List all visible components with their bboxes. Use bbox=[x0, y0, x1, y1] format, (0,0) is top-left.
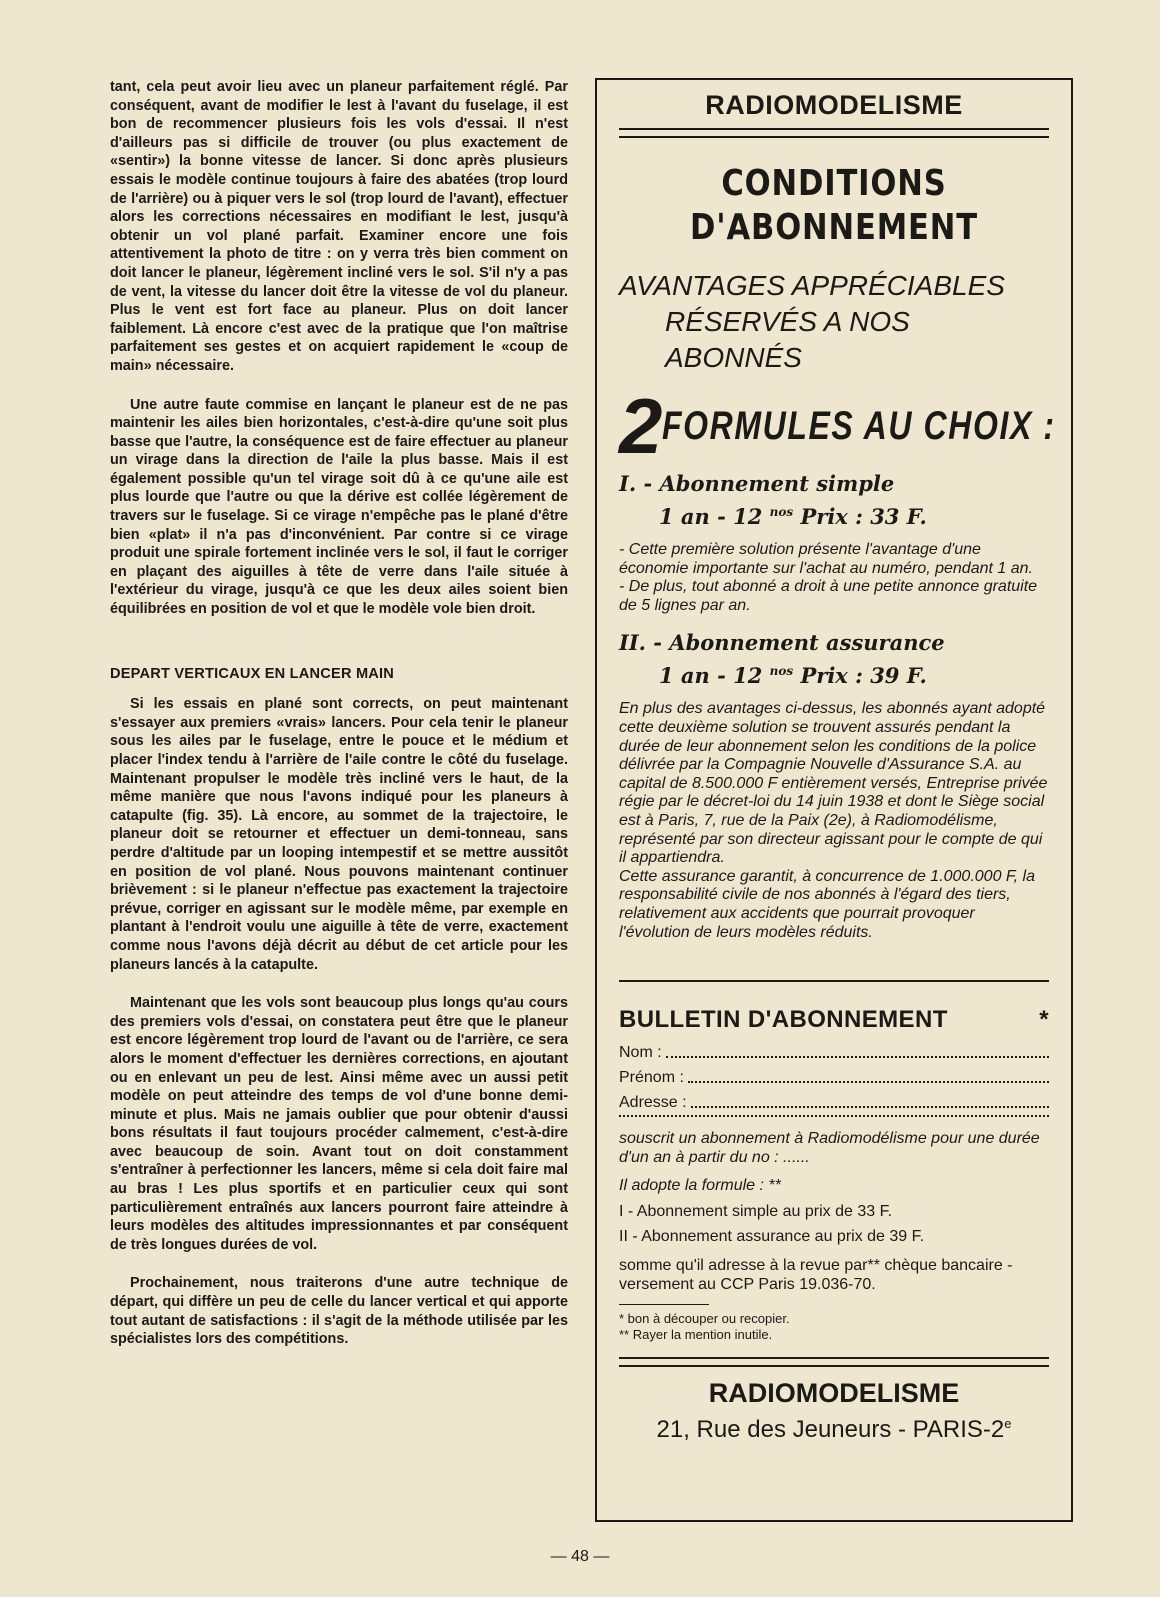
page-number: — 48 — bbox=[550, 1548, 610, 1565]
conditions-heading bbox=[651, 162, 1017, 250]
subscription-box bbox=[595, 78, 1073, 1522]
option-1[interactable]: I - Abonnement simple au prix de 33 F. bbox=[619, 1202, 893, 1220]
publisher-address-text: 21, Rue des Jeuneurs - PARIS-2 bbox=[656, 1415, 1005, 1443]
address-field[interactable] bbox=[619, 1090, 1049, 1115]
address-field-line-2[interactable] bbox=[619, 1115, 1049, 1124]
article-paragraph-2: Une autre faute commise en lançant le planeur est de ne pas maintenir les ailes bien horizontales, c'est-à-dire qu'une soit plus basse que l'autre, la conséquence est de faire effectuer au planeur un virage dans la direction de l'aile la plus basse. Mais il est également possible qu'un tel virage soit dû à ce qu'une aile est plus lourde que l'autre ou que la dérive est collée légèrement de travers sur le fuselage. Si ce virage n'empêche pas le plané d'être bien «plat» il n'a pas d'inconvénient. Par contre si ce virage produit une spirale fortement inclinée vers le sol, il faut le corriger en plaçant des aiguilles à tête de verre dans l'aile située à l'extérieur du virage, jusqu'à ce que les deux ailes soient bien équilibrées en position de vol et que le modèle vole bien droit. bbox=[110, 396, 568, 618]
firstname-dotted-line bbox=[688, 1065, 1049, 1083]
bulletin-asterisk: * bbox=[1039, 1006, 1049, 1034]
name-field[interactable] bbox=[619, 1040, 1049, 1065]
formulas-heading bbox=[619, 382, 1057, 470]
article-paragraph-1: tant, cela peut avoir lieu avec un planeur parfaitement réglé. Par conséquent, avant de modifier le lest à l'avant du fuselage, il est bon de recommencer plusieurs fois les vols d'essai. Il n'est d'ailleurs pas si difficile de trouver (ou plus exactement de «sentir») la bonne vitesse de lancer. Si donc après plusieurs essais le modèle continue toujours à faire des abatées (trop lourd de l'arrière) ou à piquer vers le sol (trop lourd de l'avant), effectuer alors les corrections nécessaires en modifiant le lest, jusqu'à obtenir un vol plané parfait. Examiner encore une fois attentivement la photo de titre : on y verra très bien comment on doit lancer le planeur, légèrement incliné vers le sol. S'il n'y a pas de vent, la vitesse du lancer doit être la vitesse de vol du planeur. Plus le vent est fort face au planeur. Plus on doit lancer faiblement. Là encore c'est avec de la pratique que l'on maîtrise parfaitement ses gestes et on acquiert rapidement le «coup de main» nécessaire. bbox=[110, 79, 568, 374]
formula-1-title: I. - Abonnement simple bbox=[619, 471, 895, 496]
formula-2-heading bbox=[619, 629, 1049, 690]
formula-2-paragraph-1: En plus des avantages ci-dessus, les abonnés ayant adopté cette deuxième solution se trouvent assurés pendant la durée de leur abonnement selon les conditions de la police délivrée par la Compagnie Nouvelle d'Assurance S.A. au capital de 8.500.000 F entièrement versés, Entreprise privée régie par le décret-loi du 14 juin 1938 et dont le Siège social est à Paris, 7, rue de la Paix (2e), à Radiomodélisme, représenté par son directeur agissant pour le compte de qui il appartiendra. bbox=[619, 700, 1048, 867]
divider bbox=[619, 980, 1049, 982]
footnote-2: ** Rayer la mention inutile. bbox=[619, 1326, 773, 1342]
formula-1-text bbox=[619, 541, 1049, 615]
advantages-line-1: AVANTAGES APPRÉCIABLES bbox=[619, 270, 1005, 301]
formula-1-point-1: - Cette première solution présente l'avantage d'une économie importante sur l'achat au numéro, pendant 1 an. bbox=[619, 541, 1033, 577]
publisher-name: RADIOMODELISME bbox=[708, 1377, 960, 1408]
formula-2-title: II. - Abonnement assurance bbox=[619, 630, 945, 656]
bulletin-title: BULLETIN D'ABONNEMENT bbox=[619, 1006, 948, 1034]
double-divider bbox=[619, 128, 1049, 138]
advantages-heading bbox=[619, 268, 1049, 376]
conditions-line-1: CONDITIONS bbox=[721, 163, 947, 204]
box-title: RADIOMODELISME bbox=[705, 90, 963, 120]
formula-2-paragraph-2: Cette assurance garantit, à concurrence de 1.000.000 F, la responsabilité civile de nos abonnés à l'égard des tiers, relativement aux accidents que pourrait provoquer l'évolution de leurs modèles réduits. bbox=[619, 867, 1035, 941]
article-paragraph-4: Maintenant que les vols sont beaucoup plus longs qu'au cours des premiers vols d'essai, on constatera peut être que le planeur est encore légèrement trop lourd de l'avant ou de l'arrière, ce sera alors le moment d'effectuer les dernières corrections, en ajoutant ou en enlevant un peu de lest. Ainsi même avec un aussi petit modèle on peut atteindre des temps de vol d'une bonne demi-minute et plus. Mais ne jamais oublier que pour obtenir d'aussi bons résultats il faut toujours procéder calmement, c'est-à-dire avec beaucoup de soin. Avant tout on doit constamment s'entraîner à perfectionner les lancers, même si cela doit faire mal au bras ! Les plus sportifs et en particulier ceux qui sont particulièrement entraînés aux lancers pourront faire atteindre à leurs modèles des altitudes impressionnantes et par conséquent de très longues durées de vol. bbox=[110, 995, 568, 1253]
payment-text: somme qu'il adresse à la revue par** chèque bancaire - versement au CCP Paris 19.036-70. bbox=[619, 1256, 1013, 1293]
article-paragraph-5: Prochainement, nous traiterons d'une autre technique de départ, qui diffère un peu de celle du lancer vertical et qui apporte tout autant de satisfactions : il s'agit de la méthode utilisée par les spécialistes lors des compétitions. bbox=[110, 1275, 568, 1348]
option-2[interactable]: II - Abonnement assurance au prix de 39 F. bbox=[619, 1227, 925, 1245]
subscription-statement: souscrit un abonnement à Radiomodélisme pour une durée d'un an à partir du no : ...... bbox=[619, 1130, 1040, 1166]
formulas-count: 2 bbox=[619, 382, 663, 470]
publisher-address bbox=[619, 1409, 1049, 1445]
footnote-1: * bon à découper ou recopier. bbox=[619, 1310, 790, 1326]
section-heading: DEPART VERTICAUX EN LANCER MAIN bbox=[110, 665, 395, 682]
publisher-footer bbox=[619, 1377, 1049, 1445]
article-column bbox=[110, 78, 568, 1349]
formula-1-point-2: - De plus, tout abonné a droit à une petite annonce gratuite de 5 lignes par an. bbox=[619, 578, 1038, 614]
name-dotted-line bbox=[666, 1040, 1049, 1058]
formula-1-duration: 1 an - 12 bbox=[659, 504, 770, 529]
formula-choice-label: Il adopte la formule : ** bbox=[619, 1177, 781, 1195]
footer-divider bbox=[619, 1357, 1049, 1367]
formula-2-price: Prix : 39 F. bbox=[793, 663, 927, 689]
firstname-field[interactable] bbox=[619, 1065, 1049, 1090]
address-dotted-line bbox=[691, 1090, 1049, 1108]
formula-2-sup: nos bbox=[769, 664, 794, 679]
publisher-address-sup: e bbox=[1004, 1415, 1012, 1431]
footnote-divider bbox=[619, 1304, 709, 1305]
formula-2-duration: 1 an - 12 bbox=[659, 663, 770, 689]
advantages-line-2: RÉSERVÉS A NOS ABONNÉS bbox=[665, 306, 910, 373]
bulletin-heading bbox=[619, 1006, 1049, 1034]
name-label: Nom : bbox=[619, 1044, 662, 1062]
formulas-label: FORMULES AU CHOIX : bbox=[662, 403, 1057, 448]
firstname-label: Prénom : bbox=[619, 1069, 684, 1087]
formula-1-price: Prix : 33 F. bbox=[793, 504, 927, 529]
formula-2-text bbox=[619, 700, 1049, 942]
formula-1-price-line bbox=[619, 498, 1049, 531]
formula-1-heading bbox=[619, 470, 1049, 531]
footnotes bbox=[619, 1311, 1049, 1343]
conditions-line-2: D'ABONNEMENT bbox=[690, 207, 978, 248]
address-dotted-line-2 bbox=[619, 1115, 1049, 1117]
article-paragraph-3: Si les essais en plané sont corrects, on peut maintenant s'essayer aux premiers «vrais» lancers. Pour cela tenir le planeur sous les ailes par le fuselage, entre le pouce et le médium et placer l'index tendu à l'arrière de l'aile contre le côté du fuselage. Maintenant propulser le modèle très incliné vers le haut, de la même manière que nous l'avons indiqué pour les planeurs à catapulte (fig. 35). Là encore, au sommet de la trajectoire, le planeur doit se retourner et effectuer un demi-tonneau, sans perdre d'altitude par un looping intempestif et se mettre aussitôt en position de vol plané. Nous pouvons maintenant continuer brièvement : si le planeur n'effectue pas exactement la trajectoire prévue, corriger en agissant sur le modèle même, par exemple en plantant à l'endroit voulu une aiguille à tête de verre, exactement comme nous l'avons déjà décrit au début de cet article pour les planeurs lancés à la catapulte. bbox=[110, 696, 568, 973]
formula-1-sup: nos bbox=[769, 505, 794, 519]
address-label: Adresse : bbox=[619, 1094, 687, 1112]
formula-2-price-line bbox=[619, 657, 1049, 690]
